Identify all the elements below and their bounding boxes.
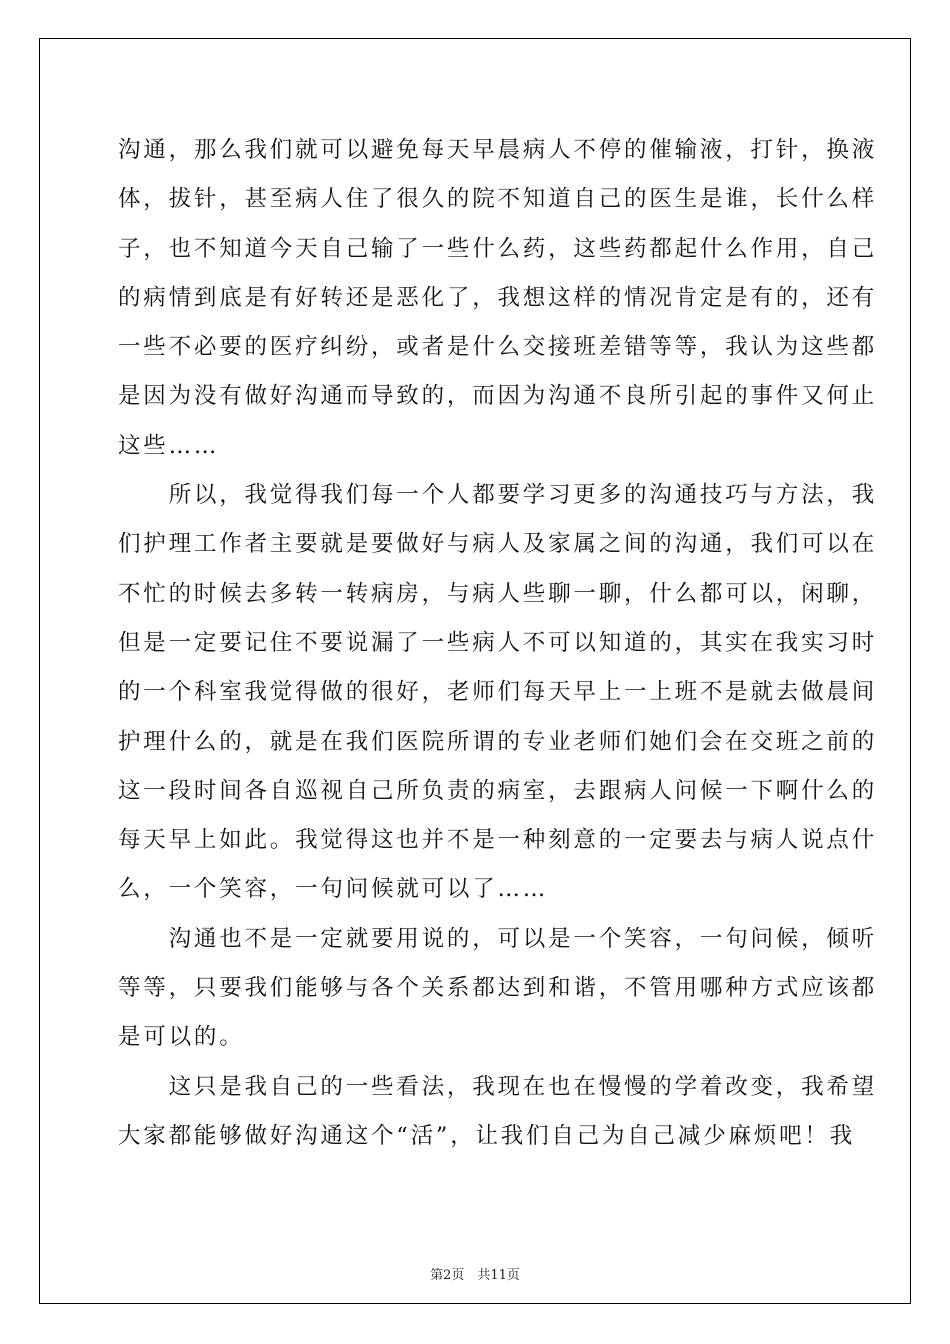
text-line: 这只是我自己的一些看法，我现在也在慢慢的学着改变，我希望 — [118, 1073, 878, 1100]
text-line: 大家都能够做好沟通这个“活”，让我们自己为自己减少麻烦吧！我 — [118, 1122, 856, 1149]
text-line: 的一个科室我觉得做的很好，老师们每天早上一上班不是就去做晨间 — [118, 679, 878, 706]
text-line: 但是一定要记住不要说漏了一些病人不可以知道的，其实在我实习时 — [118, 629, 878, 656]
document-body — [118, 126, 878, 1161]
text-line: 等等，只要我们能够与各个关系都达到和谐，不管用哪种方式应该都 — [118, 975, 878, 1002]
text-line: 子，也不知道今天自己输了一些什么药，这些药都起什么作用，自己 — [118, 235, 878, 262]
text-line: 是因为没有做好沟通而导致的，而因为沟通不良所引起的事件又何止 — [118, 383, 878, 410]
text-line: 这些…… — [118, 432, 220, 459]
text-line: 么，一个笑容，一句问候就可以了…… — [118, 876, 549, 903]
text-line: 的病情到底是有好转还是恶化了，我想这样的情况肯定是有的，还有 — [118, 284, 878, 311]
page-number-footer: 第2页 共11页 — [430, 1268, 520, 1283]
text-line: 体，拔针，甚至病人住了很久的院不知道自己的医生是谁，长什么样 — [118, 186, 878, 213]
text-line: 这一段时间各自巡视自己所负责的病室，去跟病人问候一下啊什么的 — [118, 777, 878, 804]
text-line: 每天早上如此。我觉得这也并不是一种刻意的一定要去与病人说点什 — [118, 827, 878, 854]
text-line: 们护理工作者主要就是要做好与病人及家属之间的沟通，我们可以在 — [118, 531, 878, 558]
text-line: 一些不必要的医疗纠纷，或者是什么交接班差错等等，我认为这些都 — [118, 334, 878, 361]
text-line: 沟通也不是一定就要用说的，可以是一个笑容，一句问候，倾听 — [118, 925, 878, 952]
text-line: 所以，我觉得我们每一个人都要学习更多的沟通技巧与方法，我 — [118, 482, 878, 509]
text-line: 护理什么的，就是在我们医院所谓的专业老师们她们会在交班之前的 — [118, 728, 878, 755]
text-line: 不忙的时候去多转一转病房，与病人些聊一聊，什么都可以，闲聊， — [118, 580, 878, 607]
text-line: 沟通，那么我们就可以避免每天早晨病人不停的催输液，打针，换液 — [118, 137, 878, 163]
text-line: 是可以的。 — [118, 1024, 245, 1051]
